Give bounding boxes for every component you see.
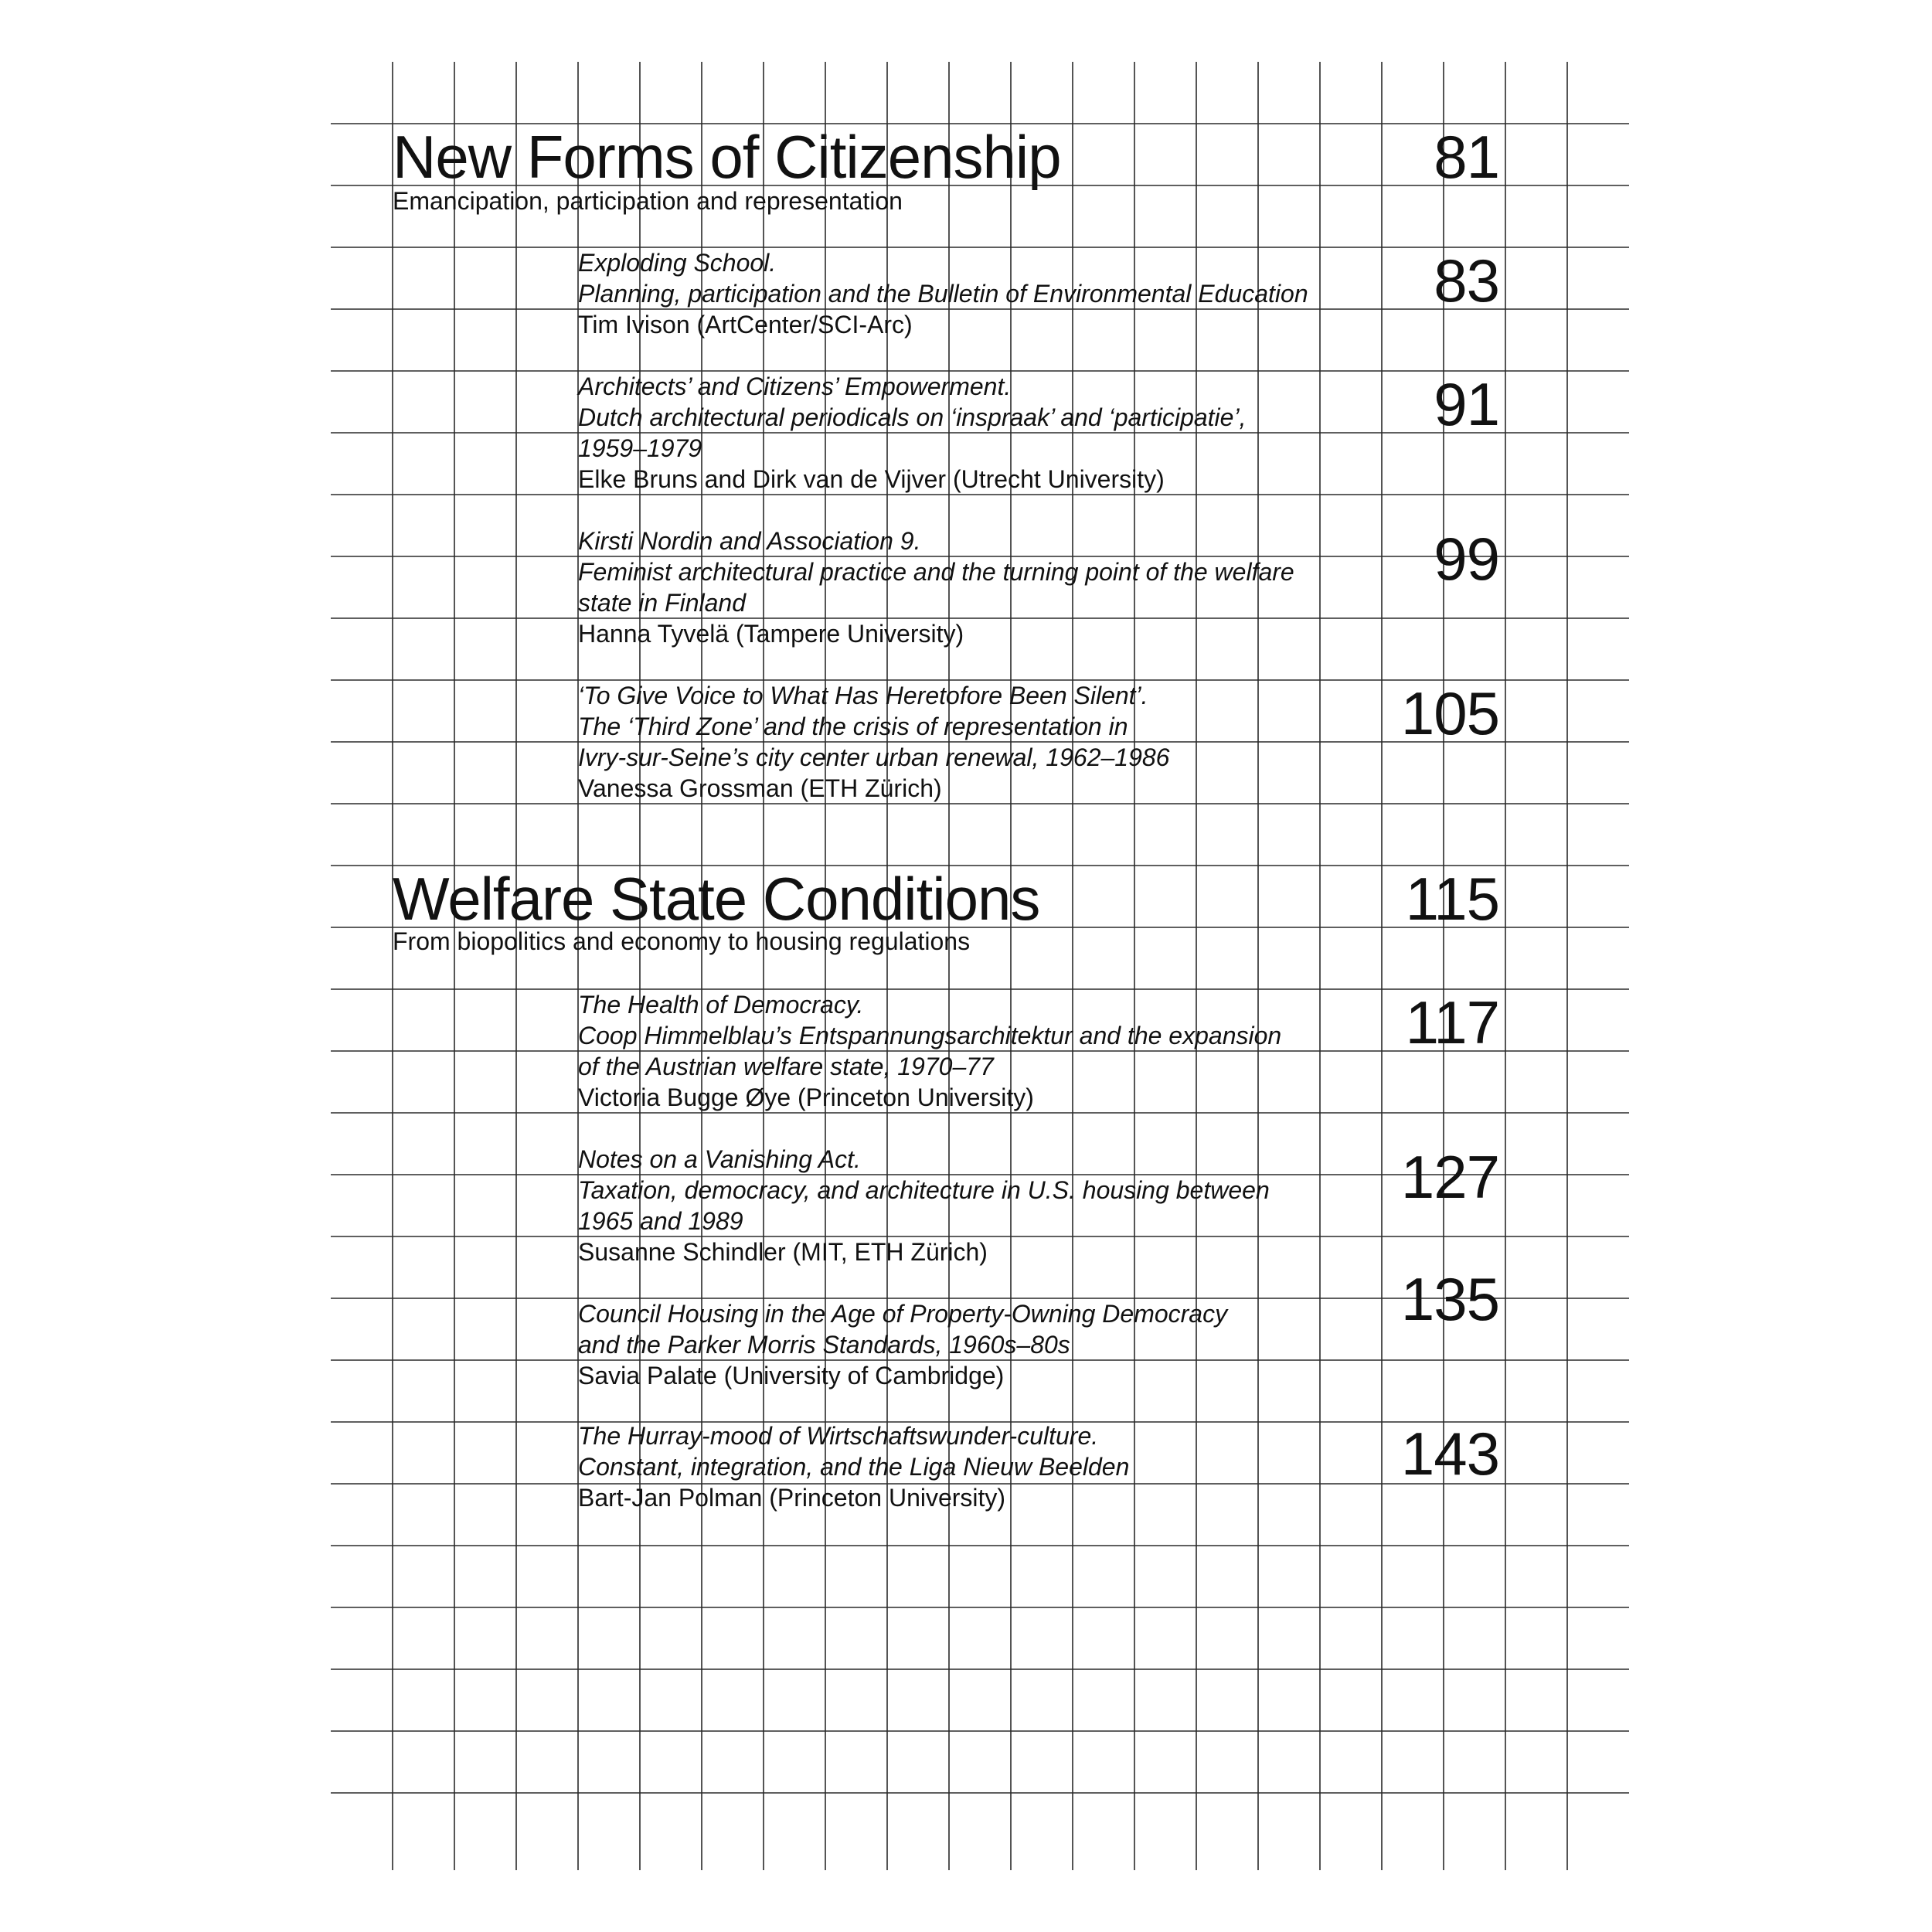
entry-title-line: 1959–1979 xyxy=(578,434,702,462)
entry-title-line: The ‘Third Zone’ and the crisis of representation in xyxy=(578,713,1128,740)
section-page-number: 115 xyxy=(1405,865,1499,933)
entry-title-line: The Hurray-mood of Wirtschaftswunder-culture. xyxy=(578,1422,1099,1450)
entry-title-line: Dutch architectural periodicals on ‘inspraak’ and ‘participatie’, xyxy=(578,403,1247,431)
entry-title-line: Feminist architectural practice and the turning point of the welfare xyxy=(578,558,1294,586)
entry-title-line: Taxation, democracy, and architecture in U.S. housing between xyxy=(578,1176,1270,1204)
entry-page-number: 117 xyxy=(1405,988,1499,1056)
entry-author: Susanne Schindler (MIT, ETH Zürich) xyxy=(578,1238,988,1266)
entry-title-line: Notes on a Vanishing Act. xyxy=(578,1145,861,1173)
entry-author: Victoria Bugge Øye (Princeton University) xyxy=(578,1083,1034,1111)
entry-page-number: 135 xyxy=(1400,1265,1499,1333)
toc-entry xyxy=(578,1144,1270,1267)
entry-page-number: 143 xyxy=(1400,1420,1499,1488)
entry-title-line: 1965 and 1989 xyxy=(578,1207,743,1235)
entry-author: Tim Ivison (ArtCenter/SCI-Arc) xyxy=(578,311,913,338)
toc-entry xyxy=(578,526,1294,649)
toc-entry xyxy=(578,1420,1129,1513)
section-title: Welfare State Conditions xyxy=(393,865,1040,933)
entry-title-line: Kirsti Nordin and Association 9. xyxy=(578,527,921,555)
toc-entry xyxy=(578,247,1308,340)
toc-entry xyxy=(578,1298,1227,1391)
entry-page-number: 91 xyxy=(1434,370,1499,438)
entry-title-line: Exploding School. xyxy=(578,249,777,277)
entry-title-line: Ivry-sur-Seine’s city center urban renewal, 1962–1986 xyxy=(578,743,1170,771)
entry-title-line: state in Finland xyxy=(578,589,747,617)
section-subtitle: From biopolitics and economy to housing regulations xyxy=(393,927,971,955)
section-subtitle: Emancipation, participation and representation xyxy=(393,187,903,215)
entry-title-line: and the Parker Morris Standards, 1960s–80s xyxy=(578,1331,1070,1359)
entry-page-number: 127 xyxy=(1400,1143,1499,1211)
entry-title-line: Council Housing in the Age of Property-Owning Democracy xyxy=(578,1300,1228,1328)
entry-page-number: 83 xyxy=(1434,247,1499,315)
toc-entry xyxy=(578,989,1281,1113)
entry-title-line: Coop Himmelblau’s Entspannungsarchitektur and the expansion xyxy=(578,1022,1282,1049)
entry-page-number: 99 xyxy=(1434,525,1499,593)
entry-title-line: ‘To Give Voice to What Has Heretofore Been Silent’. xyxy=(578,682,1148,709)
entry-title-line: Constant, integration, and the Liga Nieuw Beelden xyxy=(578,1453,1130,1481)
entry-author: Savia Palate (University of Cambridge) xyxy=(578,1362,1005,1389)
entry-author: Elke Bruns and Dirk van de Vijver (Utrecht University) xyxy=(578,465,1165,493)
entry-author: Vanessa Grossman (ETH Zürich) xyxy=(578,774,942,802)
toc-entry xyxy=(578,680,1169,804)
entry-page-number: 105 xyxy=(1400,679,1499,747)
entry-title-line: The Health of Democracy. xyxy=(578,991,864,1019)
entry-author: Bart-Jan Polman (Princeton University) xyxy=(578,1484,1006,1512)
toc-entry xyxy=(578,371,1246,495)
section-page-number: 81 xyxy=(1434,123,1499,191)
section-title: New Forms of Citizenship xyxy=(393,123,1061,191)
entry-author: Hanna Tyvelä (Tampere University) xyxy=(578,620,964,648)
entry-title-line: of the Austrian welfare state, 1970–77 xyxy=(578,1053,994,1080)
entry-title-line: Planning, participation and the Bulletin of Environmental Education xyxy=(578,280,1308,308)
entry-title-line: Architects’ and Citizens’ Empowerment. xyxy=(578,372,1012,400)
